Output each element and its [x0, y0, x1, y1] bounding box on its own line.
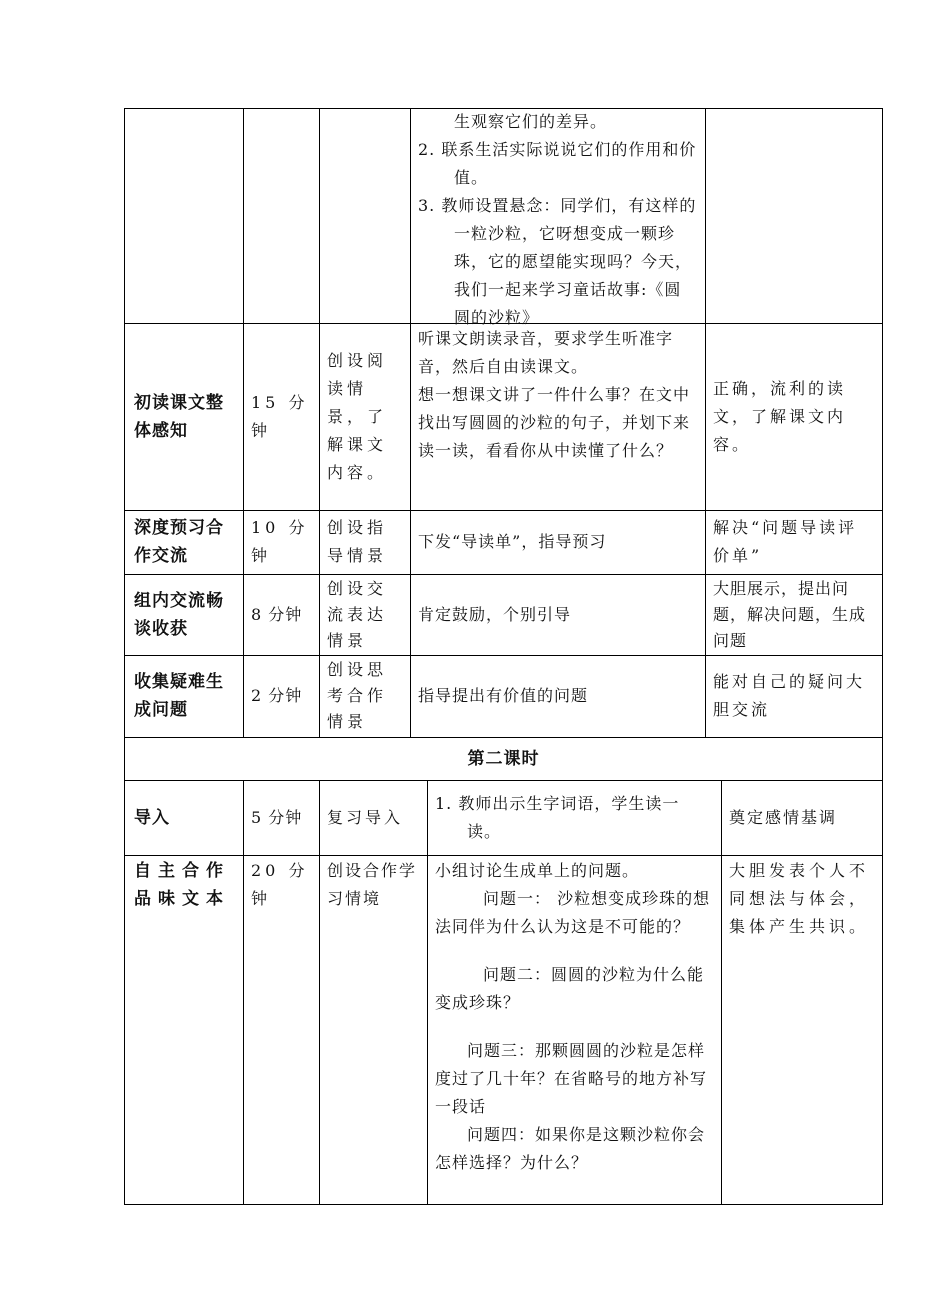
question-1: 问题一： 沙粒想变成珍珠的想法同伴为什么认为这是不可能的？: [435, 889, 711, 936]
method-cell: [319, 510, 410, 574]
method-label: 复习导入: [327, 807, 404, 827]
method-cell: [319, 574, 410, 655]
time-label: 20 分钟: [251, 861, 309, 908]
method-cell: [319, 855, 427, 1204]
goal-label: 正确，流利的读文，了解课文内容。: [713, 378, 847, 454]
goal-cell: [705, 574, 882, 655]
goal-label: 大胆发表个人不同想法与体会，集体产生共识。: [729, 861, 870, 936]
content-line: 小组讨论生成单上的问题。: [435, 861, 640, 880]
goal-label: 解决“问题导读评价单”: [713, 518, 858, 565]
goal-label: 奠定感情基调: [729, 807, 838, 827]
content-line: 听课文朗读录音，要求学生听准字音，然后自由读课文。: [418, 329, 674, 376]
time-label: 2 分钟: [251, 686, 303, 705]
goal-label: 能对自己的疑问大胆交流: [713, 672, 866, 719]
content-line: 生观察它们的差异。: [454, 112, 608, 131]
method-label: 创设指导情景: [327, 518, 388, 565]
content-line: 肯定鼓励，个别引导: [418, 604, 572, 624]
question-2: 问题二：圆圆的沙粒为什么能变成珍珠？: [435, 965, 705, 1012]
step-cell: [124, 323, 243, 510]
step-cell: [124, 780, 243, 855]
content-item: 1. 教师出示生字词语，学生读一读。: [435, 793, 680, 841]
time-label: 5 分钟: [251, 807, 303, 827]
time-cell: [243, 323, 319, 510]
time-label: 10 分钟: [251, 518, 309, 565]
time-label: 8 分钟: [251, 604, 303, 624]
goal-cell: [705, 655, 882, 737]
step-label: 组内交流畅谈收获: [134, 590, 224, 639]
content-item: 2. 联系生活实际说说它们的作用和价值。: [418, 140, 697, 187]
time-cell: [243, 574, 319, 655]
content-item: 3. 教师设置悬念：同学们，有这样的一粒沙粒，它呀想变成一颗珍珠，它的愿望能实现吗？今天，我们一起来学习童话故事:《圆圆的沙粒》: [418, 196, 697, 327]
content-cell: [410, 574, 705, 655]
goal-cell: [721, 855, 882, 1204]
time-cell: [243, 780, 319, 855]
content-cell: [410, 510, 705, 574]
time-cell: [243, 510, 319, 574]
method-label: 创设交流表达情景: [327, 578, 388, 650]
section-title-text: 第二课时: [467, 748, 540, 769]
time-cell: [243, 655, 319, 737]
goal-label: 大胆展示，提出问题，解决问题，生成问题: [713, 578, 867, 650]
step-label: 导入: [134, 807, 170, 828]
goal-cell: [705, 323, 882, 510]
content-line: 下发“导读单”，指导预习: [418, 532, 607, 551]
step-label: 自主合作品味文本: [134, 861, 230, 909]
content-line: 想一想课文讲了一件什么事？在文中找出写圆圆的沙粒的句子，并划下来读一读，看看你从中读懂了什么？: [418, 385, 691, 460]
step-cell: [124, 655, 243, 737]
method-label: 创设思考合作情景: [327, 660, 388, 731]
content-line: 指导提出有价值的问题: [418, 686, 589, 705]
method-label: 创设合作学习情境: [327, 861, 418, 908]
method-cell: [319, 780, 427, 855]
step-cell: [124, 574, 243, 655]
step-label: 收集疑难生成问题: [134, 672, 224, 720]
question-3: 问题三：那颗圆圆的沙粒是怎样度过了几十年？在省略号的地方补写一段话: [435, 1041, 708, 1116]
method-label: 创设阅读情景，了解课文内容。: [327, 350, 388, 482]
content-cell: [410, 108, 705, 327]
step-cell: [124, 855, 243, 1204]
question-4: 问题四：如果你是这颗沙粒你会怎样选择？为什么？: [435, 1125, 706, 1172]
method-cell: [319, 323, 410, 510]
goal-cell: [705, 510, 882, 574]
content-cell: [410, 323, 705, 510]
step-label: 初读课文整体感知: [134, 392, 224, 441]
content-cell: [427, 780, 721, 855]
table-border-right: [882, 108, 883, 1205]
section-title: [124, 737, 883, 780]
step-cell: [124, 510, 243, 574]
method-cell: [319, 655, 410, 737]
content-cell: [427, 855, 721, 1204]
time-cell: [243, 855, 319, 1204]
content-cell: [410, 655, 705, 737]
step-label: 深度预习合作交流: [134, 518, 224, 566]
table-border-bottom: [124, 1204, 883, 1205]
goal-cell: [721, 780, 882, 855]
time-label: 15 分钟: [251, 392, 309, 440]
